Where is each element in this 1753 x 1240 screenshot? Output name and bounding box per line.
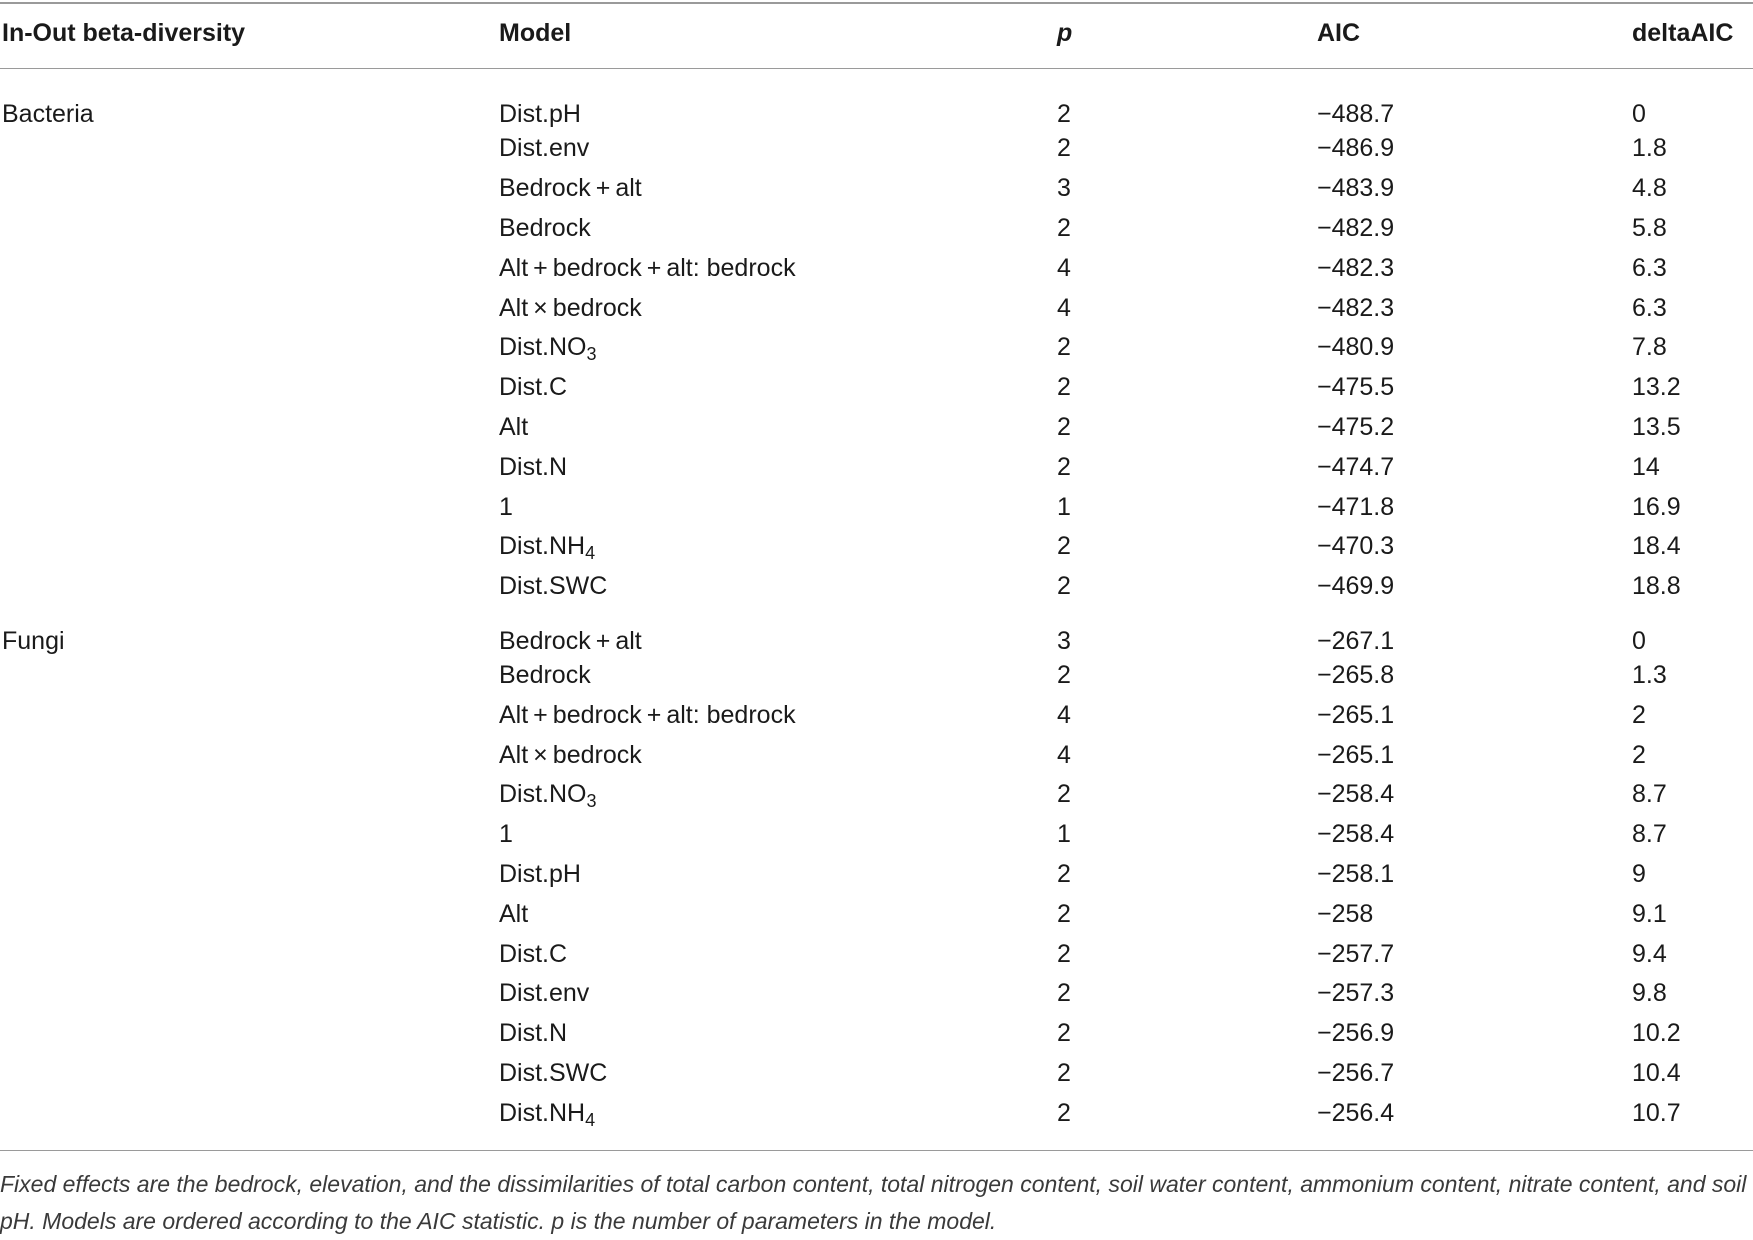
delta-aic-cell: 9.4: [1632, 939, 1667, 968]
model-cell: [499, 527, 1057, 567]
delta-aic-cell: 13.5: [1632, 412, 1681, 441]
aic-cell: −258: [1317, 899, 1374, 928]
table-row: [0, 1093, 1753, 1133]
aic-cell: −265.1: [1317, 700, 1395, 729]
group-cell: [0, 855, 499, 895]
table-row: [0, 408, 1753, 448]
table-row: [0, 209, 1753, 249]
group-cell: [0, 368, 499, 408]
model-cell: [499, 934, 1057, 974]
p-cell: 2: [1057, 660, 1071, 689]
model-cell: [499, 169, 1057, 209]
delta-aic-cell: 1.8: [1632, 134, 1667, 163]
model-name: Dist.SWC: [499, 1058, 608, 1087]
group-cell: [0, 934, 499, 974]
delta-aic-cell: 13.2: [1632, 373, 1681, 402]
delta-aic-cell: 14: [1632, 452, 1660, 481]
delta-aic-cell: 18.4: [1632, 532, 1681, 561]
model-cell: [499, 567, 1057, 607]
delta-aic-cell: 18.8: [1632, 572, 1681, 601]
group-cell: [0, 974, 499, 1014]
model-name: Alt + bedrock + alt: bedrock: [499, 253, 796, 282]
delta-aic-cell: 0: [1632, 100, 1646, 128]
model-name: Alt × bedrock: [499, 293, 642, 322]
model-subscript: 3: [586, 344, 597, 365]
group-cell: [0, 248, 499, 288]
model-cell: [499, 328, 1057, 368]
model-cell: [499, 974, 1057, 1014]
group-cell: [0, 656, 499, 696]
aic-cell: −474.7: [1317, 452, 1395, 481]
model-name: Bedrock + alt: [499, 626, 642, 655]
model-cell: [499, 487, 1057, 527]
model-name: Dist.NH: [499, 532, 586, 561]
delta-aic-cell: 10.7: [1632, 1098, 1681, 1127]
model-name: Dist.env: [499, 979, 590, 1008]
delta-aic-cell: 9: [1632, 859, 1646, 888]
model-name: Bedrock + alt: [499, 174, 642, 203]
model-name: 1: [499, 492, 513, 521]
table-body: [0, 66, 1753, 1133]
group-cell: [0, 209, 499, 249]
aic-cell: −258.4: [1317, 780, 1395, 809]
delta-aic-cell: 16.9: [1632, 492, 1681, 521]
model-cell: [499, 894, 1057, 934]
aic-cell: −482.3: [1317, 253, 1395, 282]
aic-cell: −482.9: [1317, 213, 1395, 242]
model-cell: [499, 1014, 1057, 1054]
p-cell: 2: [1057, 1019, 1071, 1048]
aic-cell: −258.1: [1317, 859, 1395, 888]
model-name: Dist.pH: [499, 859, 581, 888]
model-name: Dist.N: [499, 452, 568, 481]
model-subscript: 4: [585, 543, 596, 564]
group-cell: [0, 328, 499, 368]
delta-aic-cell: 7.8: [1632, 333, 1667, 362]
p-cell: 2: [1057, 100, 1071, 128]
header-row: [0, 0, 1753, 66]
table-row: [0, 775, 1753, 815]
table-row: [0, 1014, 1753, 1054]
p-cell: 2: [1057, 532, 1071, 561]
p-cell: 2: [1057, 780, 1071, 809]
header-model: Model: [499, 18, 572, 47]
model-name: Alt: [499, 899, 529, 928]
model-name: Alt × bedrock: [499, 740, 642, 769]
delta-aic-cell: 4.8: [1632, 174, 1667, 203]
model-cell: [499, 447, 1057, 487]
table-row: [0, 974, 1753, 1014]
delta-aic-cell: 0: [1632, 626, 1646, 655]
header-group: In-Out beta-diversity: [2, 18, 246, 47]
delta-aic-cell: 1.3: [1632, 660, 1667, 689]
model-cell: [499, 855, 1057, 895]
table-row: [0, 1054, 1753, 1094]
model-name: Dist.C: [499, 373, 568, 402]
table-row: [0, 656, 1753, 696]
table-row: [0, 248, 1753, 288]
p-cell: 1: [1057, 492, 1071, 521]
header-delta-aic: deltaAIC: [1632, 18, 1734, 47]
model-cell: [499, 695, 1057, 735]
aic-cell: −480.9: [1317, 333, 1395, 362]
p-cell: 2: [1057, 213, 1071, 242]
table-row: [0, 169, 1753, 209]
p-cell: 2: [1057, 134, 1071, 163]
delta-aic-cell: 10.4: [1632, 1058, 1681, 1087]
group-cell: [0, 129, 499, 169]
delta-aic-cell: 6.3: [1632, 253, 1667, 282]
model-name: Dist.pH: [499, 100, 581, 128]
p-cell: 3: [1057, 174, 1071, 203]
bottom-rule: [0, 1150, 1753, 1151]
group-cell: [0, 695, 499, 735]
header-p: p: [1057, 18, 1073, 47]
p-cell: 2: [1057, 373, 1071, 402]
aic-cell: −257.3: [1317, 979, 1395, 1008]
table-row: [0, 129, 1753, 169]
table-row: [0, 447, 1753, 487]
aic-cell: −258.4: [1317, 820, 1395, 849]
model-name: 1: [499, 820, 513, 849]
model-cell: [499, 656, 1057, 696]
model-name: Alt + bedrock + alt: bedrock: [499, 700, 796, 729]
group-cell: [0, 408, 499, 448]
model-cell: [499, 815, 1057, 855]
p-cell: 3: [1057, 626, 1071, 655]
table-row: [0, 894, 1753, 934]
p-cell: 2: [1057, 859, 1071, 888]
model-cell: [499, 1054, 1057, 1094]
delta-aic-cell: 2: [1632, 700, 1646, 729]
aic-cell: −469.9: [1317, 572, 1395, 601]
group-cell: [0, 169, 499, 209]
aic-cell: −265.1: [1317, 740, 1395, 769]
delta-aic-cell: 6.3: [1632, 293, 1667, 322]
group-cell: [0, 775, 499, 815]
model-cell: [499, 1093, 1057, 1133]
model-cell: [499, 248, 1057, 288]
aic-cell: −257.7: [1317, 939, 1395, 968]
p-cell: 2: [1057, 1058, 1071, 1087]
table-row: [0, 934, 1753, 974]
table-row: [0, 368, 1753, 408]
table-row: [0, 487, 1753, 527]
group-cell: [0, 1093, 499, 1133]
group-cell: [0, 487, 499, 527]
group-cell: Fungi: [2, 626, 65, 655]
aic-cell: −475.2: [1317, 412, 1395, 441]
model-name: Dist.env: [499, 134, 590, 163]
p-cell: 2: [1057, 979, 1071, 1008]
p-cell: 2: [1057, 412, 1071, 441]
table-row: [0, 695, 1753, 735]
model-name: Dist.NH: [499, 1098, 586, 1127]
aic-cell: −475.5: [1317, 373, 1395, 402]
model-name: Dist.SWC: [499, 572, 608, 601]
model-cell: [499, 209, 1057, 249]
p-cell: 2: [1057, 899, 1071, 928]
aic-cell: −267.1: [1317, 626, 1395, 655]
model-name: Dist.NO: [499, 333, 587, 362]
table-row: [0, 328, 1753, 368]
table-row: [0, 567, 1753, 607]
model-name: Alt: [499, 412, 529, 441]
model-cell: [499, 368, 1057, 408]
aic-cell: −483.9: [1317, 174, 1395, 203]
model-name: Dist.C: [499, 939, 568, 968]
table-row: [0, 815, 1753, 855]
delta-aic-cell: 5.8: [1632, 213, 1667, 242]
group-cell: [0, 815, 499, 855]
table-row: [0, 855, 1753, 895]
table-row: [0, 527, 1753, 567]
p-cell: 2: [1057, 452, 1071, 481]
aic-cell: −265.8: [1317, 660, 1395, 689]
table-row: [0, 288, 1753, 328]
delta-aic-cell: 9.1: [1632, 899, 1667, 928]
model-name: Dist.NO: [499, 780, 587, 809]
group-cell: [0, 1054, 499, 1094]
model-subscript: 3: [586, 791, 597, 812]
model-name: Bedrock: [499, 660, 591, 689]
model-name: Dist.N: [499, 1019, 568, 1048]
table-row: [0, 735, 1753, 775]
model-cell: [499, 66, 1057, 129]
model-cell: [499, 129, 1057, 169]
aic-cell: −256.9: [1317, 1019, 1395, 1048]
aic-cell: −488.7: [1317, 100, 1395, 128]
p-cell: 1: [1057, 820, 1071, 849]
group-cell: [0, 894, 499, 934]
delta-aic-cell: 8.7: [1632, 780, 1667, 809]
aic-cell: −256.7: [1317, 1058, 1395, 1087]
aic-cell: −486.9: [1317, 134, 1395, 163]
delta-aic-cell: 8.7: [1632, 820, 1667, 849]
p-cell: 4: [1057, 740, 1071, 769]
p-cell: 4: [1057, 293, 1071, 322]
table-footnote: Fixed effects are the bedrock, elevation, and the dissimilarities of total carbon content, total nitrogen content, soil water content, ammonium content, nitrate content, and soil pH. Models are ordered according to the AIC statistic. p is the number of parameters in the model.: [0, 1171, 1747, 1234]
aic-cell: −482.3: [1317, 293, 1395, 322]
aic-cell: −470.3: [1317, 532, 1395, 561]
model-cell: [499, 408, 1057, 448]
group-cell: [0, 527, 499, 567]
aic-cell: −471.8: [1317, 492, 1395, 521]
group-cell: [0, 735, 499, 775]
p-cell: 2: [1057, 333, 1071, 362]
aic-cell: −256.4: [1317, 1098, 1395, 1127]
model-cell: [499, 775, 1057, 815]
p-cell: 4: [1057, 700, 1071, 729]
group-cell: [0, 447, 499, 487]
model-name: Bedrock: [499, 213, 591, 242]
group-cell: [0, 567, 499, 607]
group-cell: Bacteria: [2, 100, 94, 128]
delta-aic-cell: 10.2: [1632, 1019, 1681, 1048]
model-cell: [499, 288, 1057, 328]
header-aic: AIC: [1317, 18, 1361, 47]
model-cell: [499, 735, 1057, 775]
group-cell: [0, 1014, 499, 1054]
model-subscript: 4: [585, 1109, 596, 1130]
delta-aic-cell: 2: [1632, 740, 1646, 769]
table-row: [0, 607, 1753, 656]
p-cell: 2: [1057, 1098, 1071, 1127]
p-cell: 2: [1057, 572, 1071, 601]
model-cell: [499, 607, 1057, 656]
p-cell: 4: [1057, 253, 1071, 282]
group-cell: [0, 288, 499, 328]
table-row: [0, 66, 1753, 129]
p-cell: 2: [1057, 939, 1071, 968]
delta-aic-cell: 9.8: [1632, 979, 1667, 1008]
